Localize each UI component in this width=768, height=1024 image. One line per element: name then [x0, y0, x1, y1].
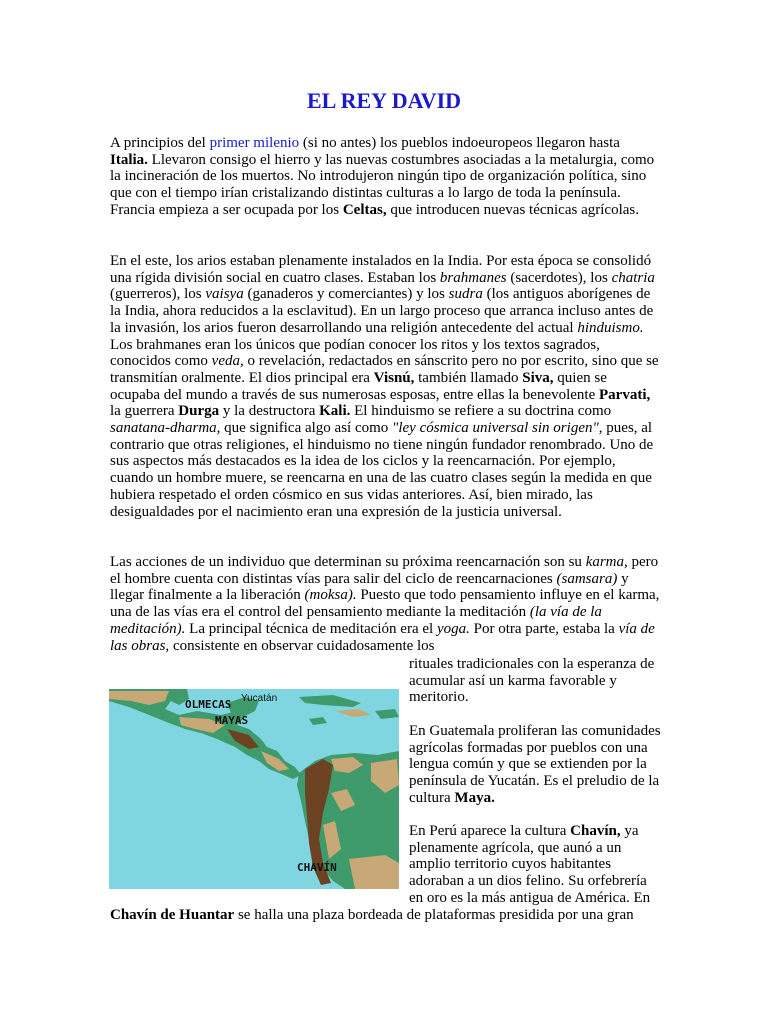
text: que introducen nuevas técnicas agrícolas.	[386, 201, 639, 218]
text: quien se ocupaba del mundo a través de sus numerosas esposas, entre ellas la benevolente	[110, 369, 607, 403]
mayas-label: MAYAS	[215, 714, 249, 727]
bold-term: Siva,	[522, 369, 554, 386]
bold-term: Italia.	[110, 151, 148, 168]
text: y llegar finalmente a la liberación	[110, 570, 629, 604]
central-south-america-map	[109, 689, 399, 889]
italic-term: yoga.	[436, 620, 470, 637]
paragraph-rituales: rituales tradicionales con la esperanza de acumular así un karma favorable y meritorio.	[409, 656, 655, 706]
text: o revelación, redactados en sánscrito pero no por escrito, sino que se transmitían oralmente. El dios principal era	[110, 353, 659, 386]
text: (los antiguos aborígenes de la India, ahora reducidos a la esclavitud). En un largo proceso que arranca incluso antes de la invasión, los arios fueron desarrollando una religión antecedente del actual	[110, 286, 654, 336]
text: (ganaderos y comerciantes) y los	[243, 286, 449, 303]
paragraph-guatemala	[409, 723, 661, 807]
text: también llamado	[414, 369, 523, 386]
text: Llevaron consigo el hierro y las nuevas costumbres asociadas a la metalurgia, como la incineración de los muertos. No introdujeron ningún tipo de organización política, sino que con el tiempo irían cristalizando distintas culturas a lo largo de toda la península. Francia empieza a ser ocupada por los	[110, 151, 655, 218]
italic-term: veda,	[211, 353, 244, 370]
bold-term: Celtas,	[342, 201, 387, 218]
bold-term: Durga	[178, 403, 220, 420]
italic-term: chatria	[611, 269, 655, 286]
text: (sacerdotes), los	[506, 269, 612, 286]
italic-term: sudra	[448, 286, 483, 303]
paragraph-peru	[409, 823, 661, 907]
text: se halla una plaza bordeada de plataformas presidida por una gran	[234, 907, 634, 923]
text: pero el hombre cuenta con distintas vías para salir del ciclo de reencarnaciones	[110, 554, 659, 587]
text: En Perú aparece la cultura	[409, 823, 571, 839]
text: pues, al contrario que otras religiones, el hinduismo no tiene ningún fundador renombrado. Uno de sus aspectos más destacados es la idea de los ciclos y la reencarnación. Por ejemplo, cuando un hombre muere, se reencarna en una de las cuatro clases según la medida en que hubiera respetado el orden cósmico en sus vidas anteriores. Así, bien mirado, las desigualdades por el nacimiento eran una expresión de la justicia universal.	[110, 420, 654, 520]
primer-milenio-link[interactable]: primer milenio	[209, 135, 300, 151]
chavin-label: CHAVÍN	[297, 861, 337, 874]
paragraph-chavin-huantar	[110, 907, 670, 924]
page-title: EL REY DAVID	[306, 88, 462, 113]
bold-term: Chavín de Huantar	[110, 907, 235, 923]
map-image	[109, 689, 399, 889]
italic-term: vaisya	[205, 286, 244, 303]
italic-term: sanatana-dharma,	[110, 420, 221, 437]
italic-term: (moksa).	[304, 587, 357, 604]
yucatan-label: Yucatán	[241, 693, 278, 704]
italic-term: karma,	[585, 554, 628, 570]
text: Puesto que todo pensamiento influye en el karma, una de las vías era el control del pensamiento mediante la meditación	[110, 587, 660, 621]
bold-term: Parvati,	[599, 386, 651, 403]
bold-term: Maya.	[454, 789, 495, 806]
upland	[349, 855, 399, 889]
italic-term: (la vía de la meditación).	[110, 604, 602, 637]
italic-term: hinduismo.	[577, 319, 644, 336]
paragraph-india	[110, 253, 660, 520]
italic-term: (samsara)	[556, 570, 618, 587]
paragraph-karma	[110, 554, 660, 654]
text: consistente en observar cuidadosamente los	[169, 637, 435, 654]
paragraph-indoeuropeos	[110, 135, 660, 219]
text: En el este, los arios estaban plenamente instalados en la India. Por esta época se consolidó una rígida división social en cuatro clases. Estaban los	[110, 253, 652, 286]
italic-term: vía de las obras,	[110, 620, 655, 654]
bold-term: Chavín,	[570, 823, 621, 839]
text: (si no antes) los pueblos indoeuropeos llegaron hasta	[299, 135, 620, 151]
text: En Guatemala proliferan las comunidades agrícolas formadas por pueblos con una lengua común y que se extienden por la península de Yucatán. Es el preludio de la cultura	[409, 723, 661, 806]
text: la guerrera	[110, 403, 179, 420]
text: y la destructora	[219, 403, 320, 420]
text: Las acciones de un individuo que determinan su próxima reencarnación son su	[110, 554, 586, 570]
text: Los brahmanes eran los únicos que podían conocer los ritos y los textos sagrados, conocidos como	[110, 336, 600, 370]
text: ya plenamente agrícola, que aunó a un amplio territorio cuyos habitantes adoraban a un dios felino. Su orfebrería en oro es la más antigua de América. En	[409, 823, 651, 906]
olmecas-label: OLMECAS	[185, 698, 232, 711]
italic-term: brahmanes	[439, 269, 507, 286]
text: Por otra parte, estaba la	[469, 620, 619, 637]
text: que significa algo así como	[220, 420, 393, 437]
bold-term: Kali.	[319, 403, 351, 420]
text: La principal técnica de meditación era el	[185, 620, 437, 637]
italic-term: "ley cósmica universal sin origen",	[392, 420, 603, 437]
text: El hinduismo se refiere a su doctrina como	[350, 403, 612, 420]
text: (guerreros), los	[110, 286, 206, 303]
text: A principios del	[110, 135, 210, 151]
bold-term: Visnú,	[373, 369, 415, 386]
